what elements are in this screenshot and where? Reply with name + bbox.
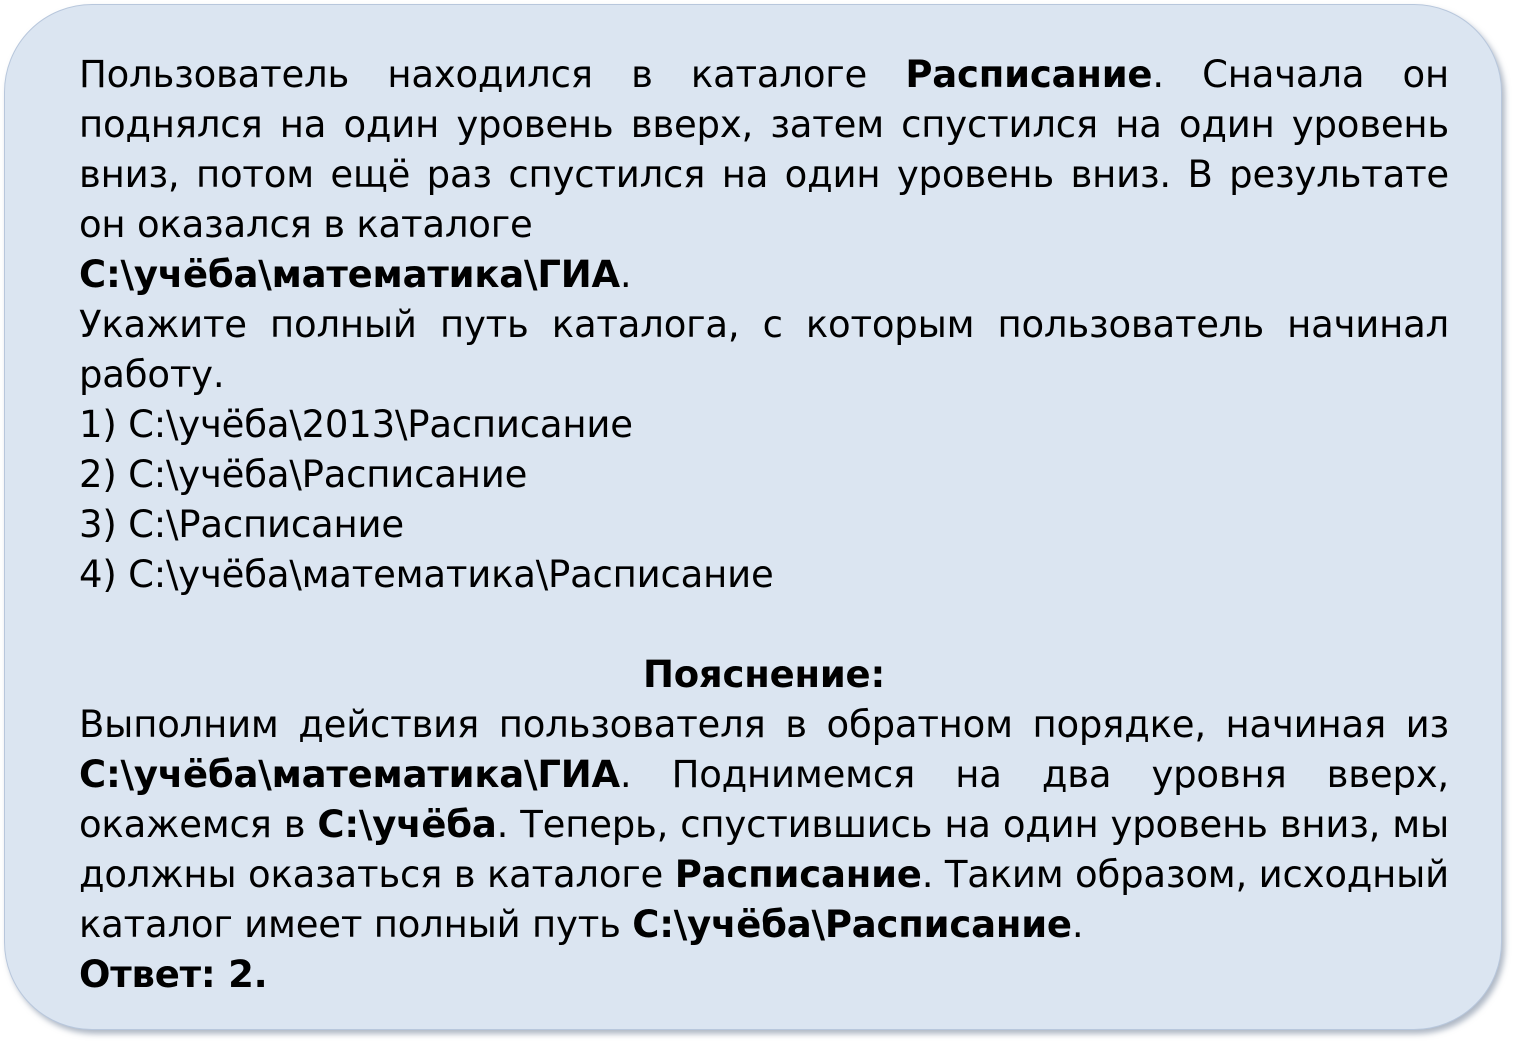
explanation-text-3: . Теперь, спустившись на один уровень вниз, мы должны оказаться в каталоге xyxy=(79,803,1449,896)
explanation-text-1: Выполним действия пользователя в обратном порядке, начиная из xyxy=(79,703,1449,746)
option-2: 2) C:\учёба\Расписание xyxy=(79,453,528,496)
explanation-text-5: . xyxy=(1071,903,1084,946)
explanation-path-answer: C:\учёба\Расписание xyxy=(632,903,1072,946)
explanation-title: Пояснение: xyxy=(642,653,886,696)
result-path-line xyxy=(79,250,1449,300)
answer-line xyxy=(79,950,1449,1000)
explanation-path-start: C:\учёба\математика\ГИА xyxy=(79,753,620,796)
explanation-text-2: . Поднимемся на два уровня вверх, окажемся в xyxy=(79,753,1449,846)
question-prompt: Укажите полный путь каталога, с которым пользователь начинал работу. xyxy=(79,303,1449,396)
spacer xyxy=(79,600,1449,650)
explanation-text-4: . Таким образом, исходный каталог имеет полный путь xyxy=(79,853,1449,946)
explanation-folder-schedule: Расписание xyxy=(674,853,922,896)
explanation-paragraph xyxy=(79,700,1449,950)
option-3: 3) C:\Расписание xyxy=(79,503,404,546)
task-card xyxy=(4,4,1502,1030)
answer: Ответ: 2. xyxy=(79,953,268,996)
question-paragraph xyxy=(79,50,1449,250)
result-path-period: . xyxy=(619,253,632,296)
option-4: 4) C:\учёба\математика\Расписание xyxy=(79,553,774,596)
option-1: 1) C:\учёба\2013\Расписание xyxy=(79,403,633,446)
question-text-2: . Сначала он поднялся на один уровень вверх, затем спустился на один уровень вниз, потом ещё раз спустился на один уровень вниз. В результате он оказался в каталоге xyxy=(79,53,1449,246)
folder-name-schedule: Расписание xyxy=(905,53,1153,96)
result-path: C:\учёба\математика\ГИА xyxy=(79,253,620,296)
task-content xyxy=(79,50,1449,1000)
explanation-path-study: C:\учёба xyxy=(317,803,497,846)
question-text-1: Пользователь находился в каталоге xyxy=(79,53,906,96)
